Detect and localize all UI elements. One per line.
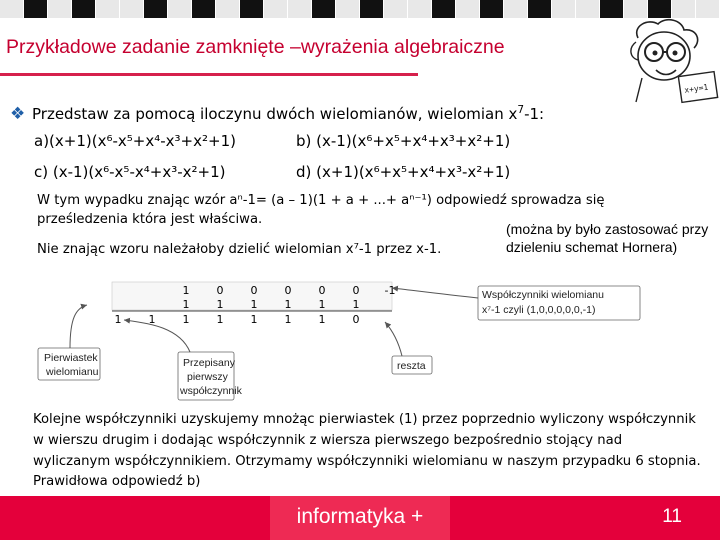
option-b: b) (x-1)(x⁶+x⁵+x⁴+x³+x²+1) bbox=[296, 132, 511, 150]
horner-top-cell-2: 0 bbox=[250, 284, 258, 297]
horner-bottom-cell-5: 1 bbox=[284, 313, 292, 326]
diamond-bullet-icon: ❖ bbox=[10, 104, 26, 124]
horner-note: (można by było zastosować przy dzieleniu schemat Hornera) bbox=[506, 221, 709, 255]
brand-name: informatyka + bbox=[296, 505, 424, 528]
question-tail: -1: bbox=[524, 105, 545, 123]
horner-top-cell-5: 0 bbox=[352, 284, 360, 297]
copy-label-line-2: pierwszy bbox=[187, 371, 228, 383]
horner-bottom-cell-4: 1 bbox=[250, 313, 258, 326]
coeffs-label-line-2: x⁷-1 czyli (1,0,0,0,0,0,-1) bbox=[482, 304, 596, 316]
explanation-line-2: prześledzenia która jest właściwa. bbox=[37, 212, 263, 227]
horner-middle-cell-1: 1 bbox=[216, 298, 224, 311]
slide-title: Przykładowe zadanie zamknięte –wyrażenia algebraiczne bbox=[6, 36, 505, 58]
page-number: 11 bbox=[662, 506, 682, 527]
horner-top-cell-0: 1 bbox=[182, 284, 190, 297]
horner-bottom-cell-0: 1 bbox=[114, 313, 122, 326]
question-line bbox=[10, 104, 544, 124]
explanation-line-1: W tym wypadku znając wzór aⁿ-1= (a – 1)(1 + a + ...+ aⁿ⁻¹) odpowiedź sprowadza się bbox=[37, 193, 605, 208]
explanation-line-3: Nie znając wzoru należałoby dzielić wielomian x⁷-1 przez x-1. bbox=[37, 242, 442, 257]
horner-top-cell-4: 0 bbox=[318, 284, 326, 297]
horner-top-cell-3: 0 bbox=[284, 284, 292, 297]
remainder-arrow bbox=[385, 322, 402, 356]
conclusion-paragraph: Kolejne współczynniki uzyskujemy mnożąc pierwiastek (1) przez poprzednio wyliczony współczynnik w wierszu drugim i dodając współczynnik z wiersza pierwszego bezpośrednio stojący nad wyliczanym współczynnikiem. Otrzymamy współczynniki wielomianu w naszym przypadku 6 stopnia. Prawidłowa odpowiedź b) bbox=[33, 412, 701, 490]
horner-bottom-cell-2: 1 bbox=[182, 313, 190, 326]
horner-middle-cell-3: 1 bbox=[284, 298, 292, 311]
horner-middle-cell-4: 1 bbox=[318, 298, 326, 311]
mascot-board-text: x+y=1 bbox=[683, 82, 709, 95]
piano-key-strip bbox=[0, 0, 720, 18]
professor-mascot-icon bbox=[618, 18, 720, 106]
footer-brand-panel bbox=[270, 496, 450, 540]
horner-bottom-cell-6: 1 bbox=[318, 313, 326, 326]
coeffs-arrow bbox=[392, 288, 478, 298]
remainder-label: reszta bbox=[397, 360, 426, 372]
copy-label-line-1: Przepisany bbox=[183, 357, 235, 369]
option-c: c) (x-1)(x⁶-x⁵-x⁴+x³-x²+1) bbox=[34, 163, 226, 181]
horner-bottom-cell-3: 1 bbox=[216, 313, 224, 326]
root-arrow bbox=[70, 305, 87, 348]
option-a: a)(x+1)(x⁶-x⁵+x⁴-x³+x²+1) bbox=[34, 132, 236, 150]
question-exponent: 7 bbox=[517, 104, 525, 116]
footer-bar bbox=[0, 496, 720, 540]
coeffs-label-line-1: Współczynniki wielomianu bbox=[482, 289, 604, 301]
title-underline bbox=[0, 73, 418, 76]
copy-label-line-3: współczynnik bbox=[180, 385, 242, 397]
horner-top-cell-1: 0 bbox=[216, 284, 224, 297]
horner-middle-cell-0: 1 bbox=[182, 298, 190, 311]
option-d: d) (x+1)(x⁶+x⁵+x⁴+x³-x²+1) bbox=[296, 163, 511, 181]
question-text: Przedstaw za pomocą iloczynu dwóch wielomianów, wielomian x bbox=[32, 105, 518, 123]
horner-middle-cell-2: 1 bbox=[250, 298, 258, 311]
horner-scheme-diagram bbox=[30, 278, 650, 406]
horner-middle-cell-5: 1 bbox=[352, 298, 360, 311]
horner-bottom-cell-1: 1 bbox=[148, 313, 156, 326]
horner-top-cell-6: -1 bbox=[384, 284, 396, 297]
root-label-line-1: Pierwiastek bbox=[44, 352, 98, 364]
horner-bottom-cell-7: 0 bbox=[352, 313, 360, 326]
root-label-line-2: wielomianu bbox=[46, 366, 99, 378]
copy-arrow bbox=[124, 320, 190, 352]
